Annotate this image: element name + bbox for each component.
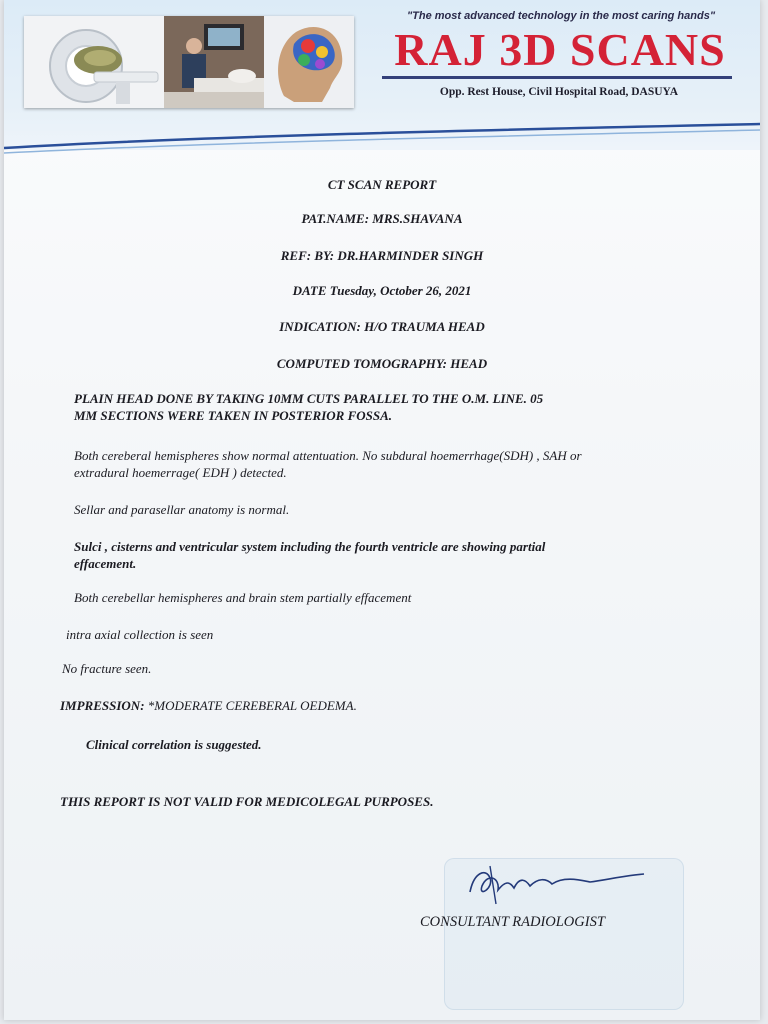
finding-sulci-line-2: effacement. [74, 556, 137, 571]
clinic-address: Opp. Rest House, Civil Hospital Road, DASUYA [439, 86, 679, 98]
letterhead-photo-strip [24, 16, 354, 108]
finding-hemispheres-line-2: extradural hoemerrage( EDH ) detected. [74, 465, 287, 480]
finding-hemispheres-line-1: Both cereberal hemispheres show normal attentuation. No subdural hoemerrhage(SDH) , SAH or [74, 448, 582, 463]
brand-underline [382, 76, 732, 79]
finding-cerebellar: Both cerebellar hemispheres and brain stem partially effacement [74, 590, 412, 605]
patient-name: PAT.NAME: MRS.SHAVANA [301, 211, 463, 226]
referred-by: REF: BY: DR.HARMINDER SINGH [280, 248, 484, 263]
indication: INDICATION: H/O TRAUMA HEAD [279, 319, 485, 334]
ct-scanner-photo [24, 16, 164, 108]
medicolegal-disclaimer: THIS REPORT IS NOT VALID FOR MEDICOLEGAL PURPOSES. [60, 794, 434, 809]
impression [60, 697, 720, 714]
study-title: COMPUTED TOMOGRAPHY: HEAD [276, 356, 488, 371]
brain-scan-photo [264, 16, 354, 108]
impression-text: *MODERATE CEREBERAL OEDEMA. [144, 698, 357, 713]
report-date: DATE Tuesday, October 26, 2021 [292, 283, 472, 298]
report-title: CT SCAN REPORT [327, 177, 437, 192]
finding-collection: intra axial collection is seen [66, 627, 214, 642]
report-page [4, 0, 760, 1020]
finding-sulci-line-1: Sulci , cisterns and ventricular system including the fourth ventricle are showing partial [74, 539, 546, 554]
impression-label: IMPRESSION: [60, 698, 145, 713]
signatory-title: CONSULTANT RADIOLOGIST [420, 914, 605, 930]
patient-scan-photo [164, 16, 264, 108]
signature-graphic [460, 858, 660, 908]
letterhead-tagline: "The most advanced technology in the most caring hands" [406, 10, 716, 22]
technique-line-1: PLAIN HEAD DONE BY TAKING 10MM CUTS PARALLEL TO THE O.M. LINE. 05 [74, 391, 544, 406]
finding-fracture: No fracture seen. [62, 661, 152, 676]
letterhead-wave [4, 120, 760, 160]
technique-line-2: MM SECTIONS WERE TAKEN IN POSTERIOR FOSSA. [74, 408, 393, 423]
brand-name: RAJ 3D SCANS [394, 24, 726, 75]
finding-sellar: Sellar and parasellar anatomy is normal. [74, 502, 290, 517]
clinical-correlation: Clinical correlation is suggested. [86, 737, 262, 752]
